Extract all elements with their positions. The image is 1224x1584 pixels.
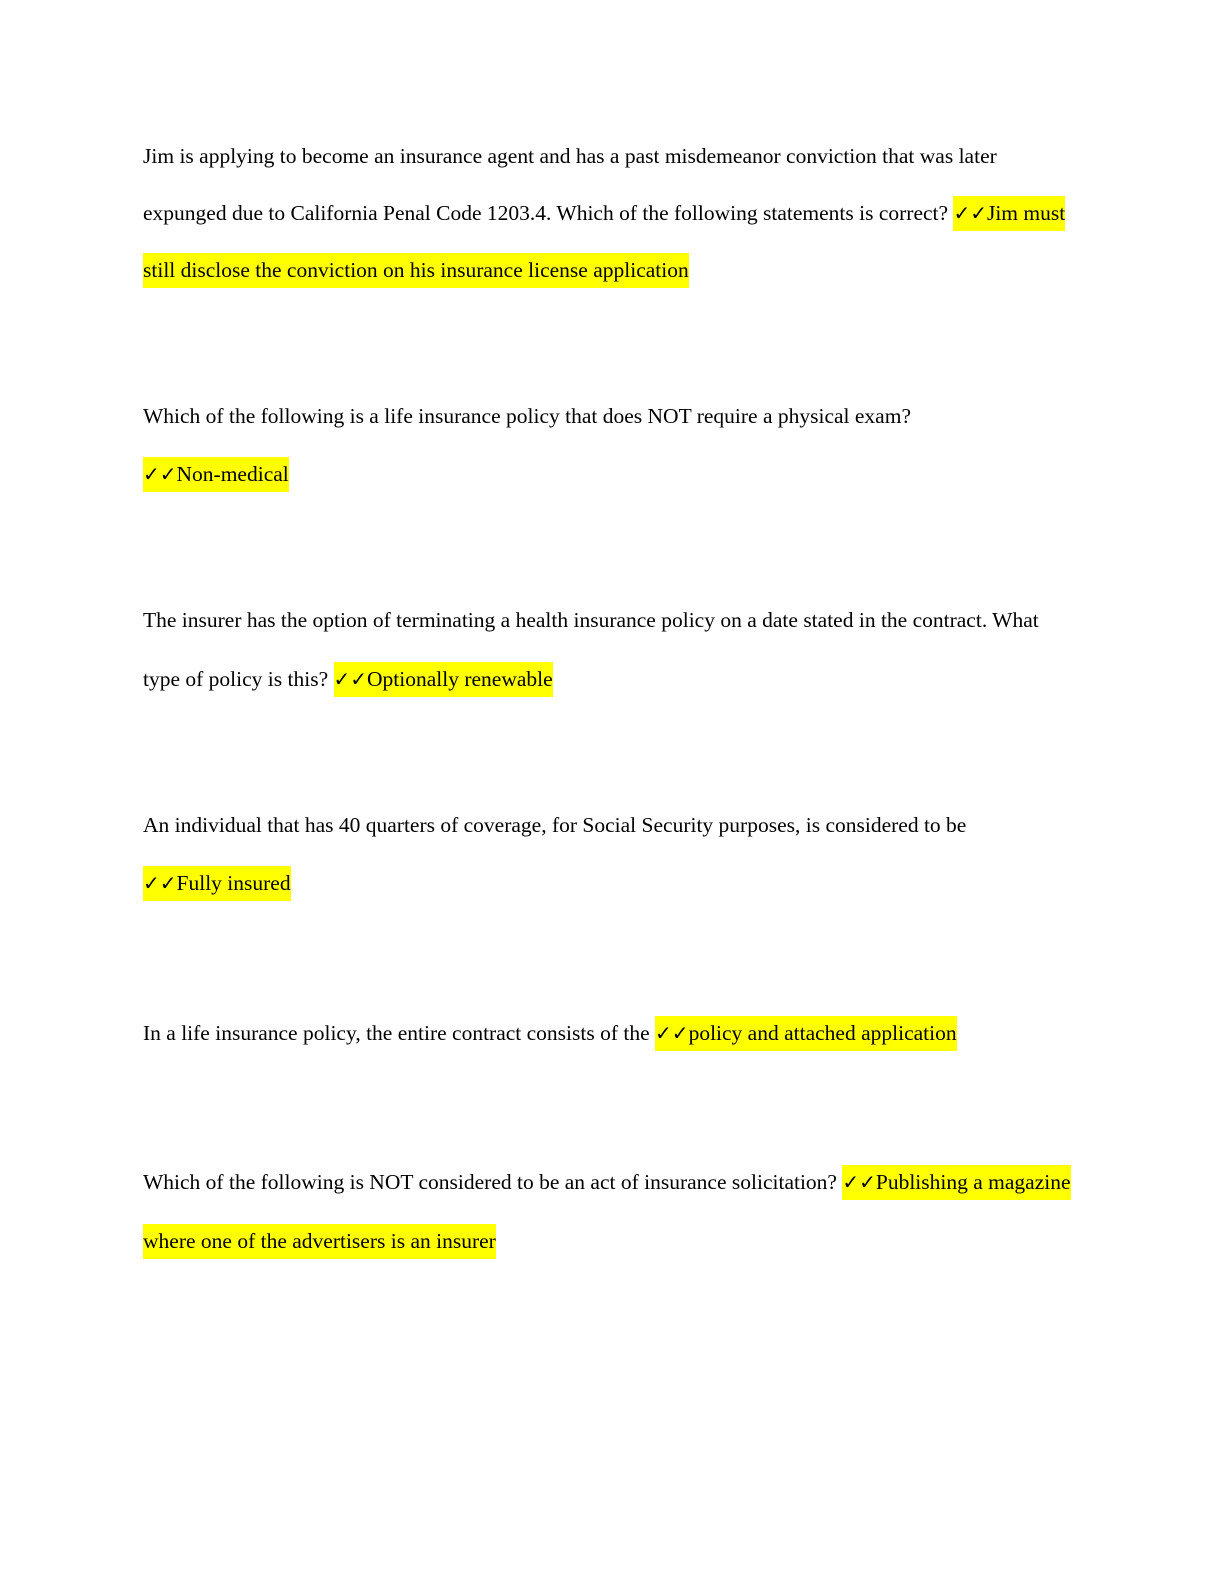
answer-text: Fully insured: [176, 871, 291, 895]
answer-text: Optionally renewable: [367, 667, 553, 691]
double-check-icon: ✓✓: [143, 871, 177, 895]
question-text: The insurer has the option of terminating a health insurance policy on a date stated in the contract. What type of policy is this?: [143, 608, 1039, 691]
question-text: In a life insurance policy, the entire contract consists of the: [143, 1021, 650, 1045]
answer-text: Publishing a magazine where one of the advertisers is an insurer: [143, 1170, 1071, 1253]
answer-highlight: [143, 457, 289, 492]
question-text: Jim is applying to become an insurance agent and has a past misdemeanor conviction that was later expunged due to California Penal Code 1203.4. Which of the following statements is correct?: [143, 144, 997, 225]
answer-text: Jim must still disclose the conviction on his insurance license application: [143, 201, 1066, 282]
question-text: An individual that has 40 quarters of coverage, for Social Security purposes, is considered to be: [143, 813, 967, 837]
question-text: Which of the following is a life insurance policy that does NOT require a physical exam?: [143, 404, 911, 428]
double-check-icon: ✓✓: [842, 1170, 876, 1194]
answer-highlight: [334, 662, 553, 697]
answer-text: policy and attached application: [688, 1021, 957, 1045]
answer-highlight: [143, 866, 291, 901]
answer-text: Non-medical: [176, 462, 289, 486]
qa-item: [143, 796, 1073, 912]
qa-item: [143, 128, 1073, 299]
qa-item: [143, 1004, 1073, 1062]
double-check-icon: ✓✓: [953, 201, 987, 225]
qa-item: [143, 387, 1073, 503]
double-check-icon: ✓✓: [143, 462, 177, 486]
question-text: Which of the following is NOT considered to be an act of insurance solicitation?: [143, 1170, 837, 1194]
answer-highlight: [655, 1016, 957, 1051]
double-check-icon: ✓✓: [333, 667, 368, 691]
qa-item: [143, 1153, 1073, 1271]
double-check-icon: ✓✓: [655, 1021, 689, 1045]
qa-item: [143, 591, 1073, 709]
